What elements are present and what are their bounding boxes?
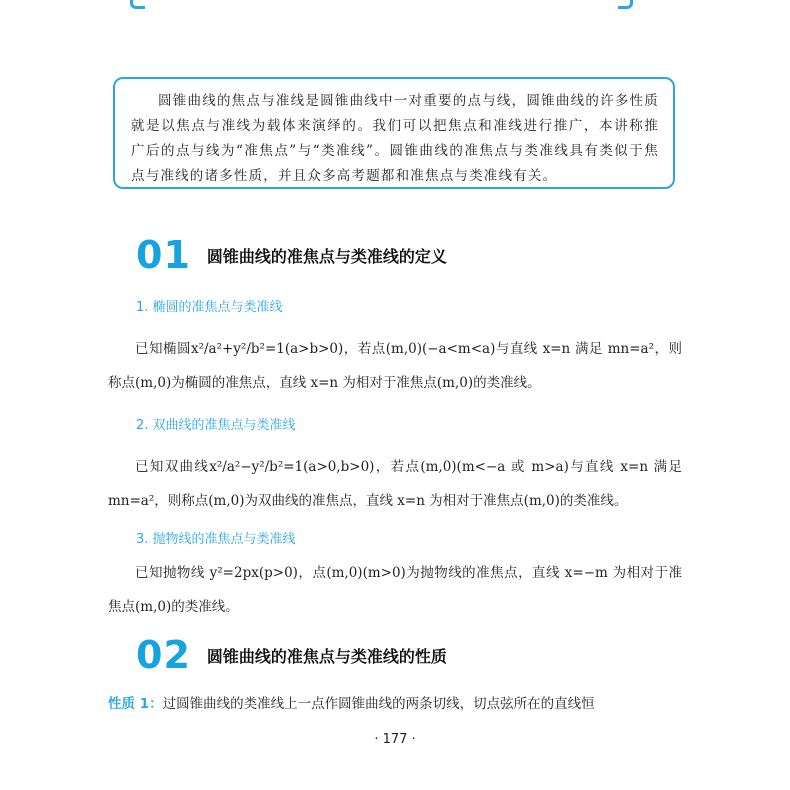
subsection-heading-parabola: 3. 抛物线的准焦点与类准线 (136, 532, 296, 547)
top-decoration-right (618, 0, 633, 9)
section-number: 01 (136, 233, 191, 277)
property-label: 性质 1： (108, 696, 163, 712)
section-title: 圆锥曲线的准焦点与类准线的定义 (206, 246, 447, 266)
top-decoration-left (130, 0, 145, 9)
hyperbola-definition: 已知双曲线x²/a²−y²/b²=1(a>0,b>0)，若点(m,0)(m<−a 或 m>a)与直线 x=n 满足 mn=a²，则称点(m,0)为双曲线的准焦点，直线 x=n 为相对于准焦点(m,0)的类准线。 (108, 459, 682, 509)
section-heading-01 (136, 233, 447, 277)
property-1 (108, 692, 682, 712)
parabola-definition: 已知抛物线 y²=2px(p>0)，点(m,0)(m>0)为抛物线的准焦点，直线 x=−m 为相对于准焦点(m,0)的类准线。 (108, 565, 682, 615)
section-heading-02 (136, 633, 447, 677)
subsection-heading-ellipse: 1. 椭圆的准焦点与类准线 (136, 300, 283, 315)
intro-text: 圆锥曲线的焦点与准线是圆锥曲线中一对重要的点与线，圆锥曲线的许多性质就是以焦点与准线为载体来演绎的。我们可以把焦点和准线进行推广，本讲称推广后的点与线为“准焦点”与“类准线”。圆锥曲线的准焦点与类准线具有类似于焦点与准线的诸多性质，并且众多高考题都和准焦点与类准线有关。 (131, 93, 659, 184)
section-number: 02 (136, 633, 191, 677)
intro-box (113, 77, 675, 189)
page-number: · 177 · (374, 732, 416, 747)
section-title: 圆锥曲线的准焦点与类准线的性质 (206, 646, 447, 666)
subsection-heading-hyperbola: 2. 双曲线的准焦点与类准线 (136, 418, 296, 433)
ellipse-definition: 已知椭圆x²/a²+y²/b²=1(a>b>0)，若点(m,0)(−a<m<a)与直线 x=n 满足 mn=a²，则称点(m,0)为椭圆的准焦点，直线 x=n 为相对于准焦点(m,0)的类准线。 (108, 341, 682, 391)
property-text: 过圆锥曲线的类准线上一点作圆锥曲线的两条切线，切点弦所在的直线恒 (162, 696, 595, 712)
